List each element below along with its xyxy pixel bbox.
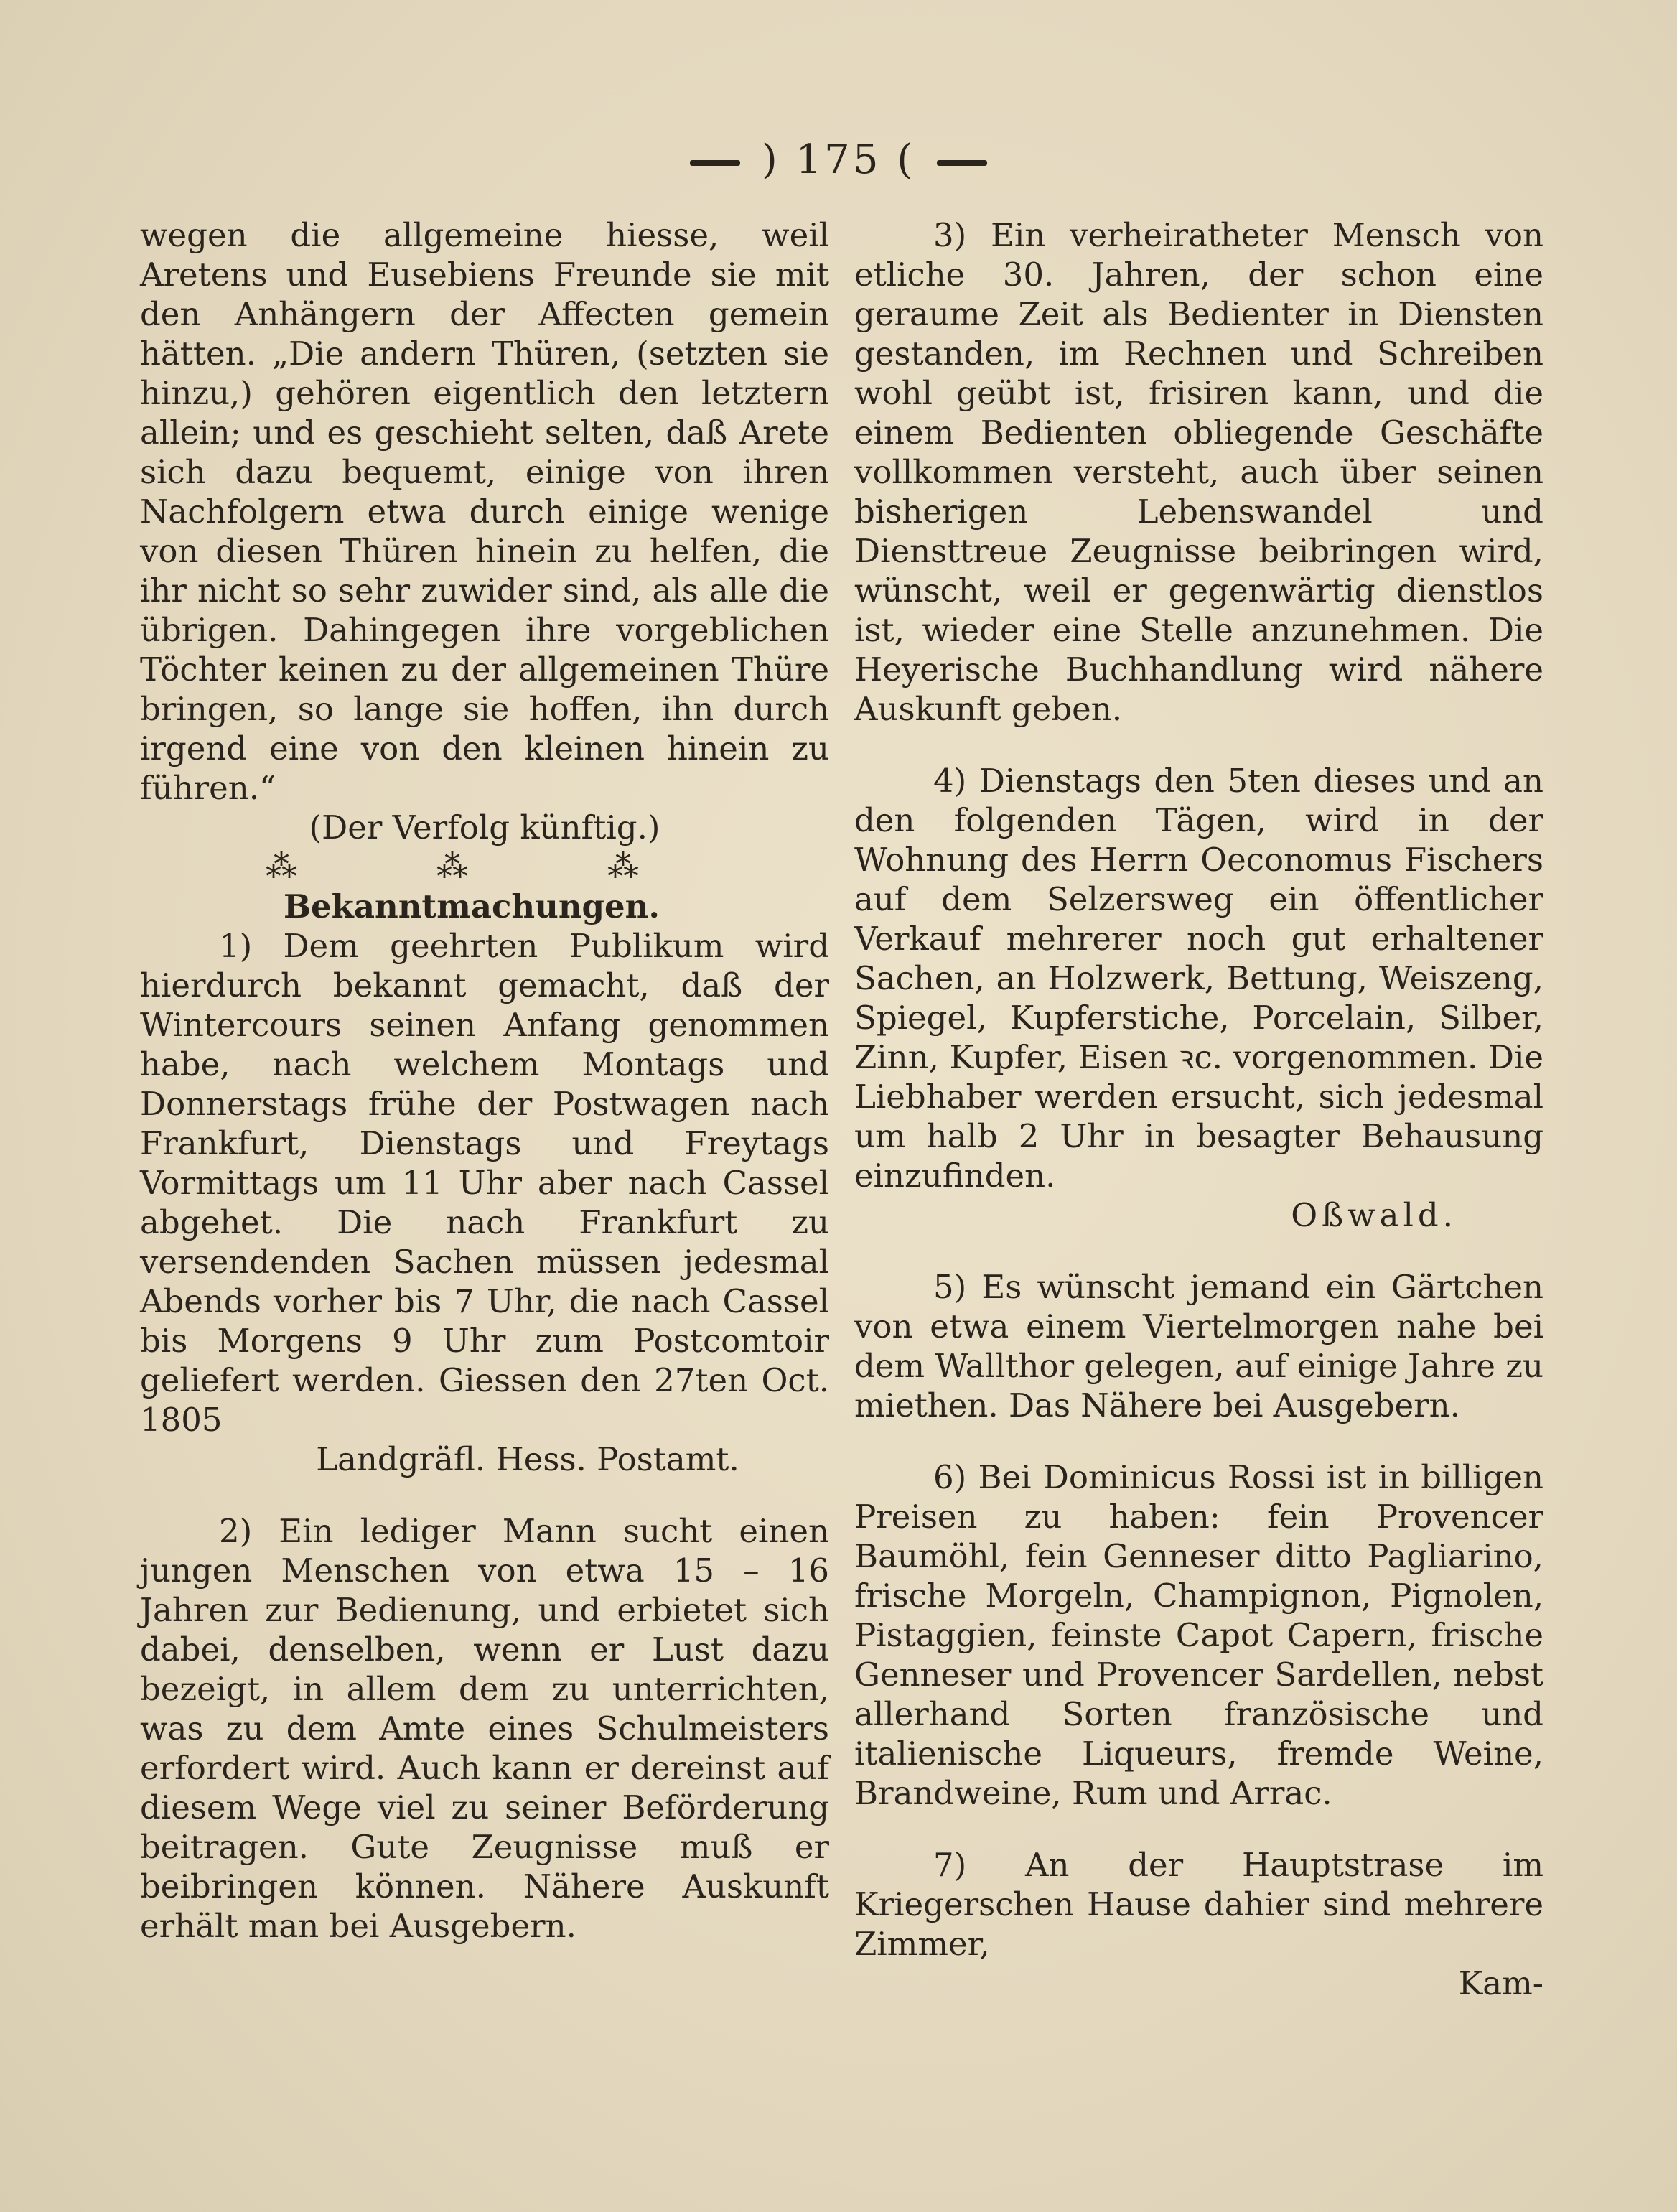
continued-note: (Der Verfolg künftig.) (309, 808, 660, 846)
announcement-6: 6) Bei Dominicus Rossi ist in billigen Preisen zu haben: fein Provencer Baumöhl, fein Genneser ditto Pagliarino, frische Morgeln, Champignon, Pignolen, Pistaggien, feinste Capot Capern, frische Genneser und Provencer Sardellen, nebst allerhand Sorten französische und italienische Liqueurs, fremde Weine, Brandweine, Rum und Arrac. (854, 1458, 1543, 1812)
announcement-1-signature: Landgräfl. Hess. Postamt. (316, 1440, 739, 1478)
right-column (854, 215, 1543, 2003)
separator-stars: ⁂ ⁂ ⁂ (266, 849, 704, 885)
announcement-1: 1) Dem geehrten Publikum wird hierdurch bekannt gemacht, daß der Wintercours seinen Anfang genommen habe, nach welchem Montags und Donnerstags frühe der Postwagen nach Frankfurt, Dienstags und Freytags Vormittags um 11 Uhr aber nach Cassel abgehet. Die nach Frankfurt zu versendenden Sachen müssen jedesmal Abends vorher bis 7 Uhr, die nach Cassel bis Morgens 9 Uhr zum Postcomtoir geliefert werden. Giessen den 27ten Oct. 1805 (140, 927, 829, 1439)
announcement-4-signature: Oßwald. (1291, 1196, 1457, 1234)
catchword: Kam- (1458, 1964, 1543, 2002)
announcement-7: 7) An der Hauptstrase im Kriegerschen Hause dahier sind mehrere Zimmer, (854, 1846, 1543, 1963)
announcement-3: 3) Ein verheiratheter Mensch von etliche 30. Jahren, der schon eine geraume Zeit als Bedienter in Diensten gestanden, im Rechnen und Schreiben wohl geübt ist, frisiren kann, und die einem Bedienten obliegende Geschäfte vollkommen versteht, auch über seinen bisherigen Lebenswandel und Diensttreue Zeugnisse beibringen wird, wünscht, weil er gegenwärtig dienstlos ist, wieder eine Stelle anzunehmen. Die Heyerische Buchhandlung wird nähere Auskunft geben. (854, 216, 1543, 728)
announcement-4: 4) Dienstags den 5ten dieses und an den folgenden Tägen, wird in der Wohnung des Herrn Oeconomus Fischers auf dem Selzersweg ein öffentlicher Verkauf mehrerer noch gut erhaltener Sachen, an Holzwerk, Bettung, Weiszeng, Spiegel, Kupferstiche, Porcelain, Silber, Zinn, Kupfer, Eisen ꝛc. vorgenommen. Die Liebhaber werden ersucht, sich jedesmal um halb 2 Uhr in besagter Behausung einzufinden. (854, 762, 1543, 1195)
header-dash-right (937, 160, 987, 166)
header-dash-left (690, 160, 740, 166)
page-number: ) 175 ( (761, 136, 916, 183)
announcement-2: 2) Ein lediger Mann sucht einen jungen Menschen von etwa 15 – 16 Jahren zur Bedienung, und erbietet sich dabei, denselben, wenn er Lust dazu bezeigt, in allem dem zu unterrichten, was zu dem Amte eines Schulmeisters erfordert wird. Auch kann er dereinst auf diesem Wege viel zu seiner Beförderung beitragen. Gute Zeugnisse muß er beibringen können. Nähere Auskunft erhält man bei Ausgebern. (140, 1512, 829, 1945)
story-continuation: wegen die allgemeine hiesse, weil Aretens und Eusebiens Freunde sie mit den Anhängern der Affecten gemein hätten. „Die andern Thüren, (setzten sie hinzu,) gehören eigentlich den letztern allein; und es geschieht selten, daß Arete sich dazu bequemt, einige von ihren Nachfolgern etwa durch einige wenige von diesen Thüren hinein zu helfen, die ihr nicht so sehr zuwider sind, als alle die übrigen. Dahingegen ihre vorgeblichen Töchter keinen zu der allgemeinen Thüre bringen, so lange sie hoffen, ihn durch irgend eine von den kleinen hinein zu führen.“ (140, 216, 829, 807)
page-header (0, 136, 1677, 183)
left-column (140, 215, 829, 1946)
announcement-5: 5) Es wünscht jemand ein Gärtchen von etwa einem Viertelmorgen nahe bei dem Wallthor gelegen, auf einige Jahre zu miethen. Das Nähere bei Ausgebern. (854, 1268, 1543, 1424)
announcements-heading: Bekanntmachungen. (284, 887, 660, 925)
